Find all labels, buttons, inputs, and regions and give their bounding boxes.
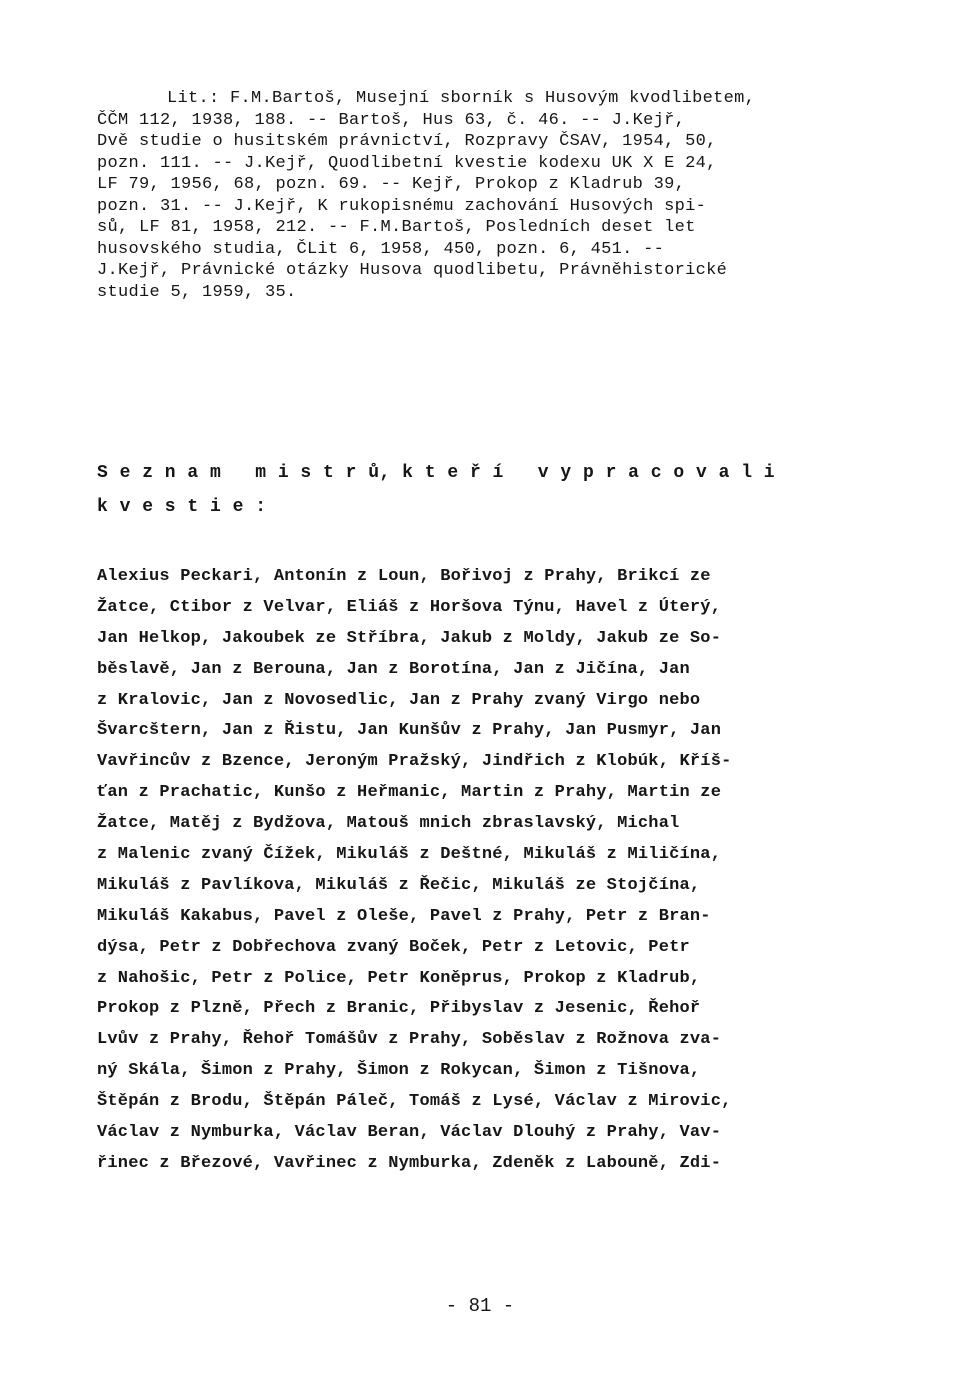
literature-line: studie 5, 1959, 35.	[97, 282, 297, 302]
masters-line: ťan z Prachatic, Kunšo z Heřmanic, Martin z Prahy, Martin ze	[97, 783, 722, 803]
masters-line: z Nahošic, Petr z Police, Petr Koněprus, Prokop z Kladrub,	[97, 968, 701, 988]
heading-line: k v e s t i e :	[97, 497, 267, 517]
literature-line: LF 79, 1956, 68, pozn. 69. -- Kejř, Prokop z Kladrub 39,	[97, 175, 686, 194]
literature-references	[97, 88, 857, 303]
masters-line: Mikuláš Kakabus, Pavel z Oleše, Pavel z Prahy, Petr z Bran-	[97, 906, 711, 926]
masters-line: z Kralovic, Jan z Novosedlic, Jan z Prahy zvaný Virgo nebo	[97, 690, 701, 710]
masters-line: Prokop z Plzně, Přech z Branic, Přibyslav z Jesenic, Řehoř	[97, 999, 701, 1019]
masters-line: ný Skála, Šimon z Prahy, Šimon z Rokycan, Šimon z Tišnova,	[97, 1061, 701, 1081]
literature-line: pozn. 31. -- J.Kejř, K rukopisnému zachování Husových spi-	[97, 196, 707, 216]
literature-line: Dvě studie o husitském právnictví, Rozpravy ČSAV, 1954, 50,	[97, 132, 717, 151]
masters-line: Žatce, Matěj z Bydžova, Matouš mnich zbraslavský, Michal	[97, 814, 680, 834]
literature-line: pozn. 111. -- J.Kejř, Quodlibetní kvestie kodexu UK X E 24,	[97, 153, 717, 173]
masters-line: Alexius Peckari, Antonín z Loun, Bořivoj z Prahy, Brikcí ze	[97, 567, 711, 586]
masters-line: Jan Helkop, Jakoubek ze Stříbra, Jakub z Moldy, Jakub ze So-	[97, 628, 722, 648]
literature-line: Lit.: F.M.Bartoš, Musejní sborník s Husovým kvodlibetem,	[167, 89, 756, 108]
masters-line: řinec z Březové, Vavřinec z Nymburka, Zdeněk z Labouně, Zdi-	[97, 1153, 722, 1173]
masters-list	[97, 562, 857, 1180]
masters-line: Žatce, Ctibor z Velvar, Eliáš z Horšova Týnu, Havel z Úterý,	[97, 597, 722, 617]
literature-line: husovského studia, ČLit 6, 1958, 450, pozn. 6, 451. --	[97, 239, 665, 259]
masters-line: běslavě, Jan z Berouna, Jan z Borotína, Jan z Jičína, Jan	[97, 659, 690, 679]
masters-line: Švarcštern, Jan z Řistu, Jan Kunšův z Prahy, Jan Pusmyr, Jan	[97, 721, 722, 741]
masters-line: dýsa, Petr z Dobřechova zvaný Boček, Petr z Letovic, Petr	[97, 937, 690, 957]
masters-line: Lvův z Prahy, Řehoř Tomášův z Prahy, Soběslav z Rožnova zva-	[97, 1030, 722, 1050]
section-heading	[97, 456, 857, 524]
literature-line: ČČM 112, 1938, 188. -- Bartoš, Hus 63, č. 46. -- J.Kejř,	[97, 110, 686, 130]
literature-line: sů, LF 81, 1958, 212. -- F.M.Bartoš, Posledních deset let	[97, 218, 696, 237]
masters-line: z Malenic zvaný Čížek, Mikuláš z Deštné, Mikuláš z Miličína,	[97, 845, 722, 865]
masters-line: Mikuláš z Pavlíkova, Mikuláš z Řečic, Mikuláš ze Stojčína,	[97, 875, 701, 895]
masters-line: Václav z Nymburka, Václav Beran, Václav Dlouhý z Prahy, Vav-	[97, 1123, 722, 1143]
literature-line: J.Kejř, Právnické otázky Husova quodlibetu, Právněhistorické	[97, 261, 728, 280]
masters-line: Vavřincův z Bzence, Jeroným Pražský, Jindřich z Klobúk, Kříš-	[97, 752, 732, 772]
page-number: - 81 -	[445, 1295, 515, 1317]
masters-line: Štěpán z Brodu, Štěpán Páleč, Tomáš z Lysé, Václav z Mirovic,	[97, 1092, 732, 1112]
heading-line: S e z n a m m i s t r ů, k t e ř í v y p r a c o v a l i	[97, 463, 776, 483]
